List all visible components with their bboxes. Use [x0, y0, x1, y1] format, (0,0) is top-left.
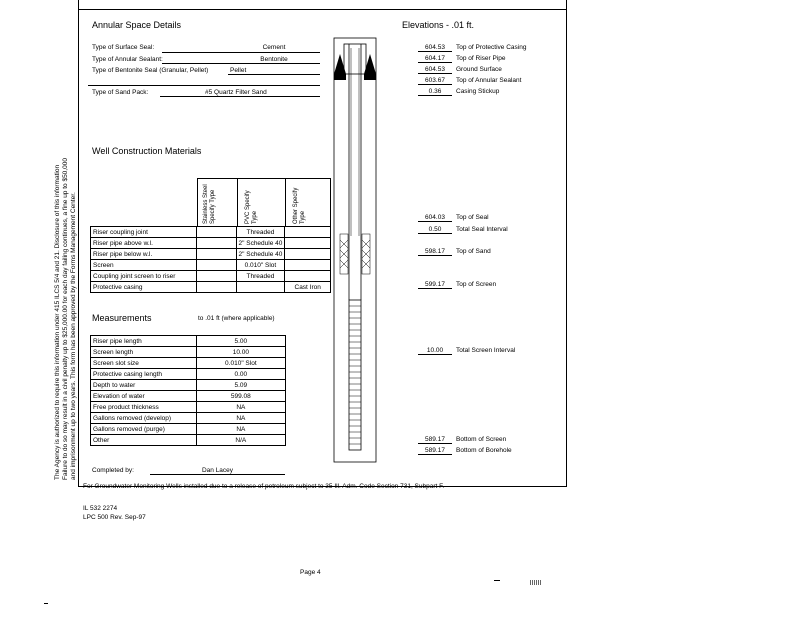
header-pvc: PVC Specify Type — [245, 190, 258, 224]
scan-mark — [530, 580, 542, 585]
footnote: For Groundwater Monitoring Wells installed due to a release of petroleum subject to 35 Ill. Adm. Code Section 731, Subpart F. — [83, 483, 445, 490]
elev-value: 589.17 — [418, 436, 452, 444]
elev-value: 10.00 — [418, 347, 452, 355]
table-row: Protective casing length 0.00 — [91, 369, 286, 380]
annular-value: Pellet — [230, 67, 247, 74]
elev-value: 603.67 — [418, 77, 452, 85]
elev-label: Top of Seal — [456, 214, 489, 221]
construction-title: Well Construction Materials — [92, 146, 202, 156]
annular-row: Type of Bentonite Seal (Granular, Pellet) — [92, 67, 209, 74]
elev-value: 589.17 — [418, 447, 452, 455]
elev-value: 0.36 — [418, 88, 452, 96]
table-row: Depth to water 5.09 — [91, 380, 286, 391]
annular-row: Type of Sand Pack: — [92, 89, 149, 96]
measurements-subtitle: to .01 ft (where applicable) — [198, 315, 275, 322]
form-id-line1: IL 532 2274 — [83, 505, 118, 512]
table-row: Elevation of water 599.08 — [91, 391, 286, 402]
elev-label: Top of Protective Casing — [456, 44, 527, 51]
table-row: Riser pipe length 5.00 — [91, 336, 286, 347]
elev-value: 604.17 — [418, 55, 452, 63]
table-row: Protective casing Cast Iron — [91, 282, 331, 293]
measurements-table — [90, 335, 286, 446]
elev-value: 0.50 — [418, 226, 452, 234]
elev-label: Ground Surface — [456, 66, 502, 73]
table-row: Screen 0.010" Slot — [91, 260, 331, 271]
elev-label: Bottom of Screen — [456, 436, 507, 443]
measurements-title: Measurements — [92, 313, 152, 323]
side-note: The Agency is authorized to require this information under 415 ILCS 5/4 and 21. Disclosure of this information Failure to do so may result in a civil penalty up to $25,000.00 for each day failing continues, a fine up to $50,000 and imprisonment up to two years. This form has been approved by the Forms Management Center. — [54, 158, 77, 480]
elev-label: Casing Stickup — [456, 88, 500, 95]
frame-right — [566, 0, 567, 486]
scan-mark — [44, 603, 48, 604]
annular-row: Type of Annular Sealant: — [92, 56, 163, 63]
table-row: Other N/A — [91, 435, 286, 446]
completed-label: Completed by: — [92, 467, 134, 474]
elev-label: Total Screen Interval — [456, 347, 516, 354]
annular-row: Type of Surface Seal: — [92, 44, 155, 51]
table-row: Coupling joint screen to riser Threaded — [91, 271, 331, 282]
construction-table — [90, 226, 331, 293]
elev-label: Bottom of Borehole — [456, 447, 512, 454]
elev-value: 598.17 — [418, 248, 452, 256]
table-row: Riser pipe above w.l. 2" Schedule 40 — [91, 238, 331, 249]
frame-top — [78, 9, 567, 10]
elev-label: Top of Annular Sealant — [456, 77, 522, 84]
annular-title: Annular Space Details — [92, 20, 182, 30]
elev-value: 599.17 — [418, 281, 452, 289]
table-row: Screen slot size 0.010" Slot — [91, 358, 286, 369]
elev-value: 604.53 — [418, 44, 452, 52]
table-row: Riser coupling joint Threaded — [91, 227, 331, 238]
table-row: Gallons removed (purge) NA — [91, 424, 286, 435]
well-diagram — [330, 36, 380, 466]
scan-mark — [494, 580, 500, 581]
header-stainless: Stainless Steel Specify Type — [203, 184, 216, 224]
header-other: Other Specify Type — [293, 187, 306, 224]
annular-value: Bentonite — [260, 56, 288, 63]
elevations-title: Elevations - .01 ft. — [402, 20, 475, 30]
annular-value: #5 Quartz Filter Sand — [205, 89, 267, 96]
form-id-line2: LPC 500 Rev. Sep-97 — [83, 514, 146, 521]
table-row: Riser pipe below w.l. 2" Schedule 40 — [91, 249, 331, 260]
annular-value: Cement — [262, 44, 286, 51]
elev-value: 604.53 — [418, 66, 452, 74]
completed-value: Dan Lacey — [150, 467, 285, 475]
elev-label: Top of Screen — [456, 281, 497, 288]
table-row: Free product thickness NA — [91, 402, 286, 413]
elev-value: 604.03 — [418, 214, 452, 222]
elev-label: Top of Sand — [456, 248, 491, 255]
elev-label: Total Seal Interval — [456, 226, 508, 233]
table-row: Gallons removed (develop) NA — [91, 413, 286, 424]
frame-left — [78, 0, 79, 486]
page-number: Page 4 — [300, 569, 321, 576]
elev-label: Top of Riser Pipe — [456, 55, 506, 62]
table-row: Screen length 10.00 — [91, 347, 286, 358]
